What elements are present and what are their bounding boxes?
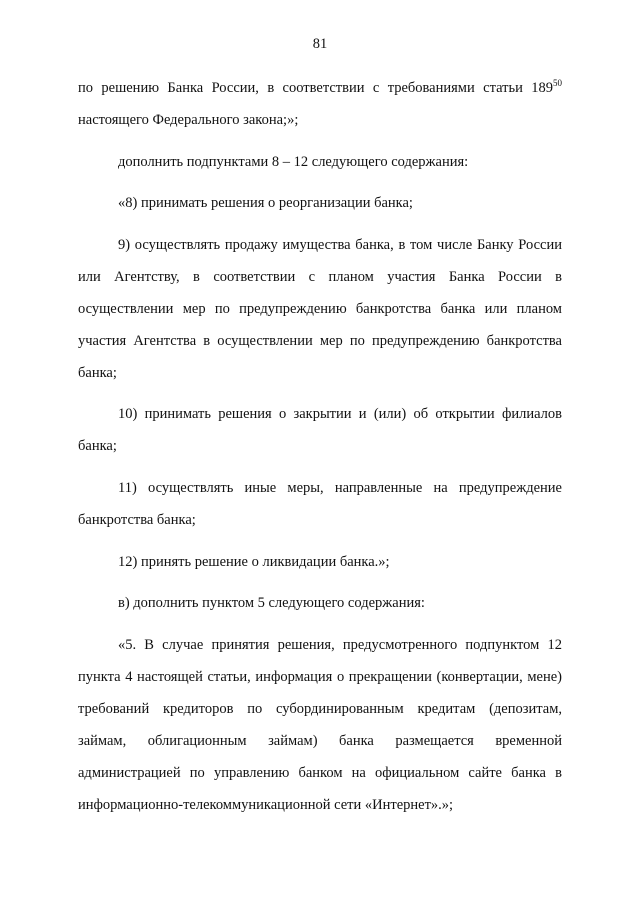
document-body — [78, 72, 562, 830]
paragraph-text: по решению Банка России, в соответствии с требованиями статьи 189 — [78, 80, 553, 96]
page-number: 81 — [312, 36, 328, 52]
paragraph-continuation — [78, 72, 562, 136]
article-superscript: 50 — [553, 78, 562, 88]
paragraph-point-intro: в) дополнить пунктом 5 следующего содержания: — [118, 595, 425, 612]
paragraph-subitem-8: «8) принимать решения о реорганизации банка; — [118, 195, 413, 212]
paragraph-subitem-10: 10) принимать решения о закрытии и (или) об открытии филиалов банка; — [78, 406, 562, 455]
paragraph-amendment-intro: дополнить подпунктами 8 – 12 следующего содержания: — [118, 153, 469, 170]
paragraph-subitem-9: 9) осуществлять продажу имущества банка, в том числе Банку России или Агентству, в соответствии с планом участия Банка России в осуществлении мер по предупреждению банкротства банка или планом участия Агентства в осуществлении мер по предупреждению банкротства банка; — [78, 236, 562, 381]
paragraph-subitem-11: 11) осуществлять иные меры, направленные на предупреждение банкротства банка; — [78, 479, 562, 528]
paragraph-subitem-12: 12) принять решение о ликвидации банка.»; — [118, 553, 390, 570]
paragraph-text-after: настоящего Федерального закона;»; — [78, 112, 299, 128]
paragraph-point-5: «5. В случае принятия решения, предусмотренного подпунктом 12 пункта 4 настоящей статьи, информация о прекращении (конвертации, мене) требований кредиторов по субординированным кредитам (депозитам, займам, облигационным займам) банка размещается временной администрацией по управлению банком на официальном сайте банка в информационно-телекоммуникационной сети «Интернет».»; — [78, 636, 562, 813]
